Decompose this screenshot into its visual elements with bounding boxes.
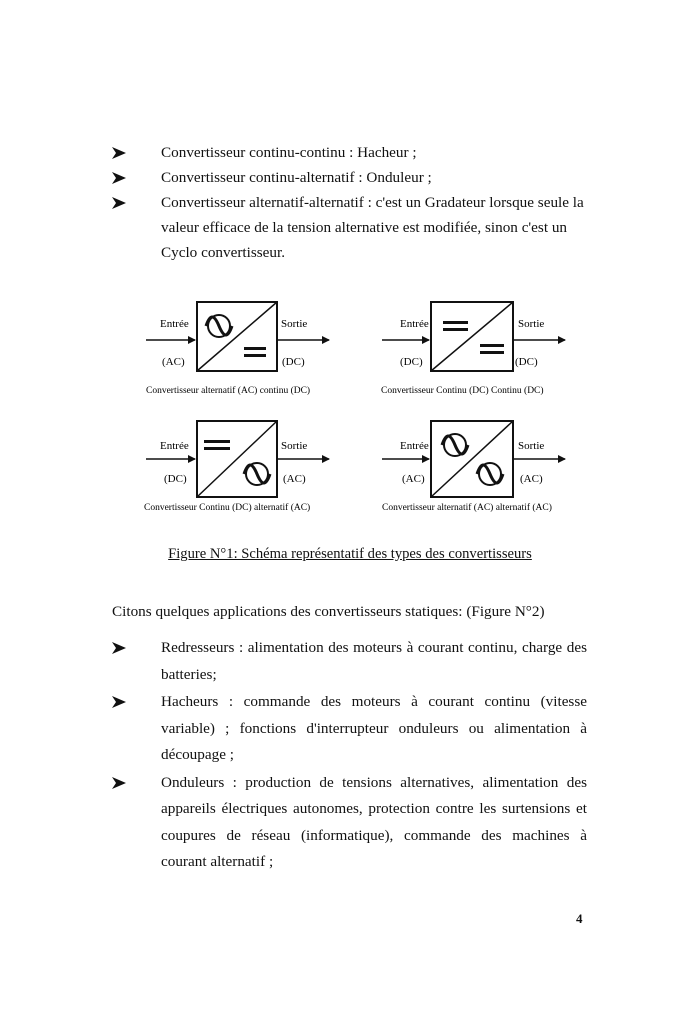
sine-wave-icon: [442, 434, 468, 456]
list-item: Convertisseur continu-continu : Hacheur ;: [112, 140, 587, 165]
output-type: (AC): [283, 473, 306, 485]
figure-caption: Figure N°1: Schéma représentatif des types des convertisseurs: [168, 546, 532, 562]
arrow-bullet-icon: [112, 689, 128, 708]
list-item: Convertisseur continu-alternatif : Onduleur ;: [112, 165, 587, 190]
sine-wave-icon: [206, 315, 232, 337]
diagram-caption: Convertisseur Continu (DC) Continu (DC): [381, 386, 544, 396]
list-item: Redresseurs : alimentation des moteurs à courant continu, charge des batteries;: [112, 635, 587, 688]
output-label: Sortie: [281, 440, 308, 452]
arrow-bullet-icon: [112, 770, 128, 789]
input-type: (AC): [402, 473, 425, 485]
dc-lines-icon: [443, 321, 468, 331]
dc-lines-icon: [204, 440, 230, 450]
output-label: Sortie: [518, 318, 545, 330]
input-label: Entrée: [400, 318, 429, 330]
sine-wave-icon: [477, 463, 503, 485]
list-item: Onduleurs : production de tensions alternatives, alimentation des appareils électriques autonomes, protection contre les surtensions et coupures de réseau (informatique), commande des machines à courant alternatif ;: [112, 770, 587, 876]
output-type: (DC): [515, 356, 538, 368]
diagram-caption: Convertisseur alternatif (AC) continu (DC): [146, 386, 311, 396]
output-type: (AC): [520, 473, 543, 485]
list-item: Convertisseur alternatif-alternatif : c'est un Gradateur lorsque seule la valeur efficace de la tension alternative est modifiée, sinon c'est un Cyclo convertisseur.: [112, 190, 587, 265]
output-label: Sortie: [518, 440, 545, 452]
converter-diagram-dc-ac: [144, 419, 334, 524]
input-label: Entrée: [160, 318, 189, 330]
converter-diagram-ac-ac: [380, 419, 575, 524]
arrow-bullet-icon: [112, 165, 128, 184]
dc-lines-icon: [244, 347, 266, 357]
page-number: 4: [576, 911, 583, 926]
converter-diagram-ac-dc: [144, 296, 334, 411]
diagram-caption: Convertisseur alternatif (AC) alternatif (AC): [382, 503, 552, 513]
arrow-bullet-icon: [112, 140, 128, 159]
input-type: (DC): [164, 473, 187, 485]
sine-wave-icon: [244, 463, 270, 485]
list-item: Hacheurs : commande des moteurs à courant continu (vitesse variable) ; fonctions d'interrupteur onduleurs ou alimentation à découpage ;: [112, 689, 587, 769]
intro-paragraph: Citons quelques applications des convertisseurs statiques: (Figure N°2): [112, 603, 545, 620]
diagram-caption: Convertisseur Continu (DC) alternatif (AC): [144, 503, 311, 513]
input-label: Entrée: [160, 440, 189, 452]
output-type: (DC): [282, 356, 305, 368]
arrow-bullet-icon: [112, 635, 128, 654]
input-type: (DC): [400, 356, 423, 368]
output-label: Sortie: [281, 318, 308, 330]
dc-lines-icon: [480, 344, 504, 354]
applications-list: [112, 635, 587, 877]
converter-types-list: [112, 140, 587, 265]
arrow-bullet-icon: [112, 190, 128, 209]
input-type: (AC): [162, 356, 185, 368]
input-label: Entrée: [400, 440, 429, 452]
converter-diagram-dc-dc: [380, 296, 575, 411]
